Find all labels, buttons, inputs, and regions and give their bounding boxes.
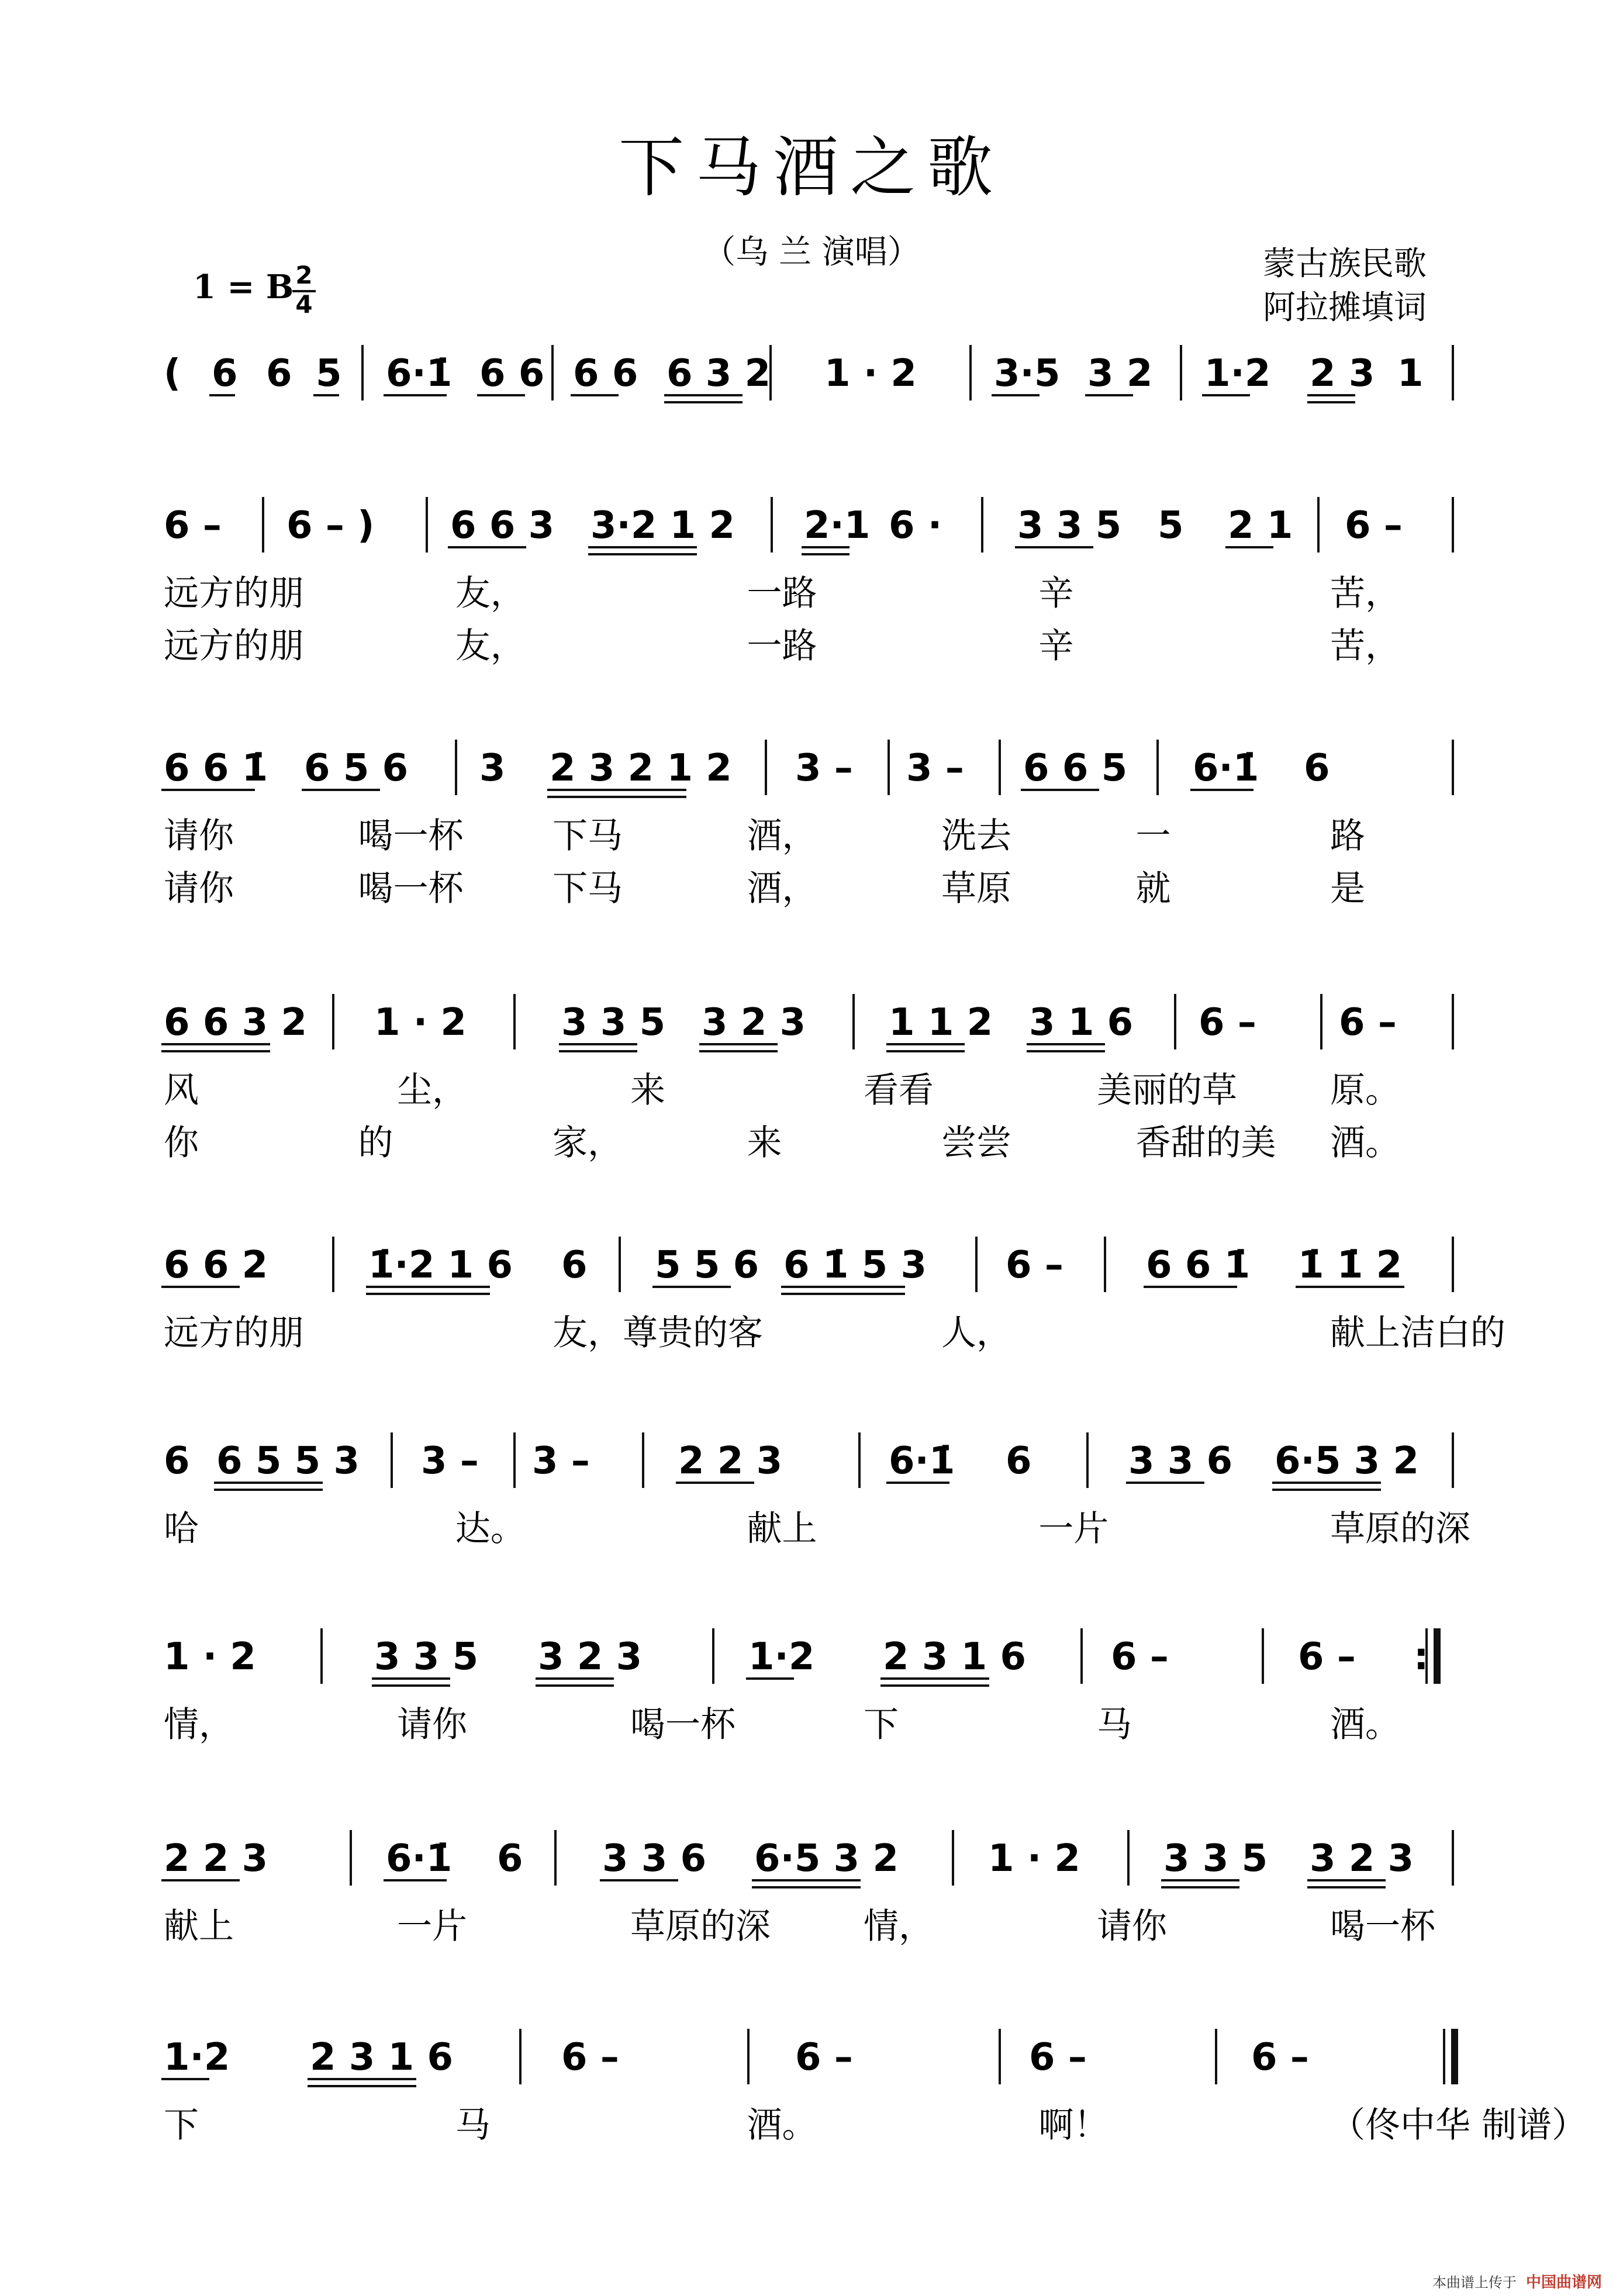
score-row: [161, 740, 1453, 909]
note-group: 3 –: [795, 747, 853, 790]
lyricist-credit: 阿拉摊填词: [1263, 289, 1427, 327]
lyric-syllable: 草原: [941, 868, 1011, 909]
lyric-syllable: 喝一杯: [358, 816, 464, 857]
note-group: 5: [1158, 504, 1184, 547]
lyric-syllable: 一路: [747, 573, 817, 614]
lyric-syllable: 来: [630, 1070, 665, 1111]
lyric-syllable: 尝尝: [941, 1123, 1011, 1163]
lyric-syllable: 酒。: [1330, 1123, 1400, 1163]
lyric-syllable: 苦，: [1330, 626, 1400, 667]
note-group: 6 5 6: [304, 747, 409, 790]
score-row: [164, 1432, 1470, 1549]
lyric-syllable: 辛: [1038, 573, 1074, 614]
note-group: 3 2: [1087, 352, 1153, 395]
note-group: 3 3 6: [1128, 1439, 1233, 1483]
lyric-syllable: 你: [164, 1123, 199, 1163]
score-row: [161, 1237, 1505, 1354]
note-group: 2 3 1 6: [883, 1635, 1026, 1679]
note-group: 6 6 5: [1023, 747, 1128, 790]
note-group: 6 –: [1111, 1635, 1169, 1679]
footer-note: 本曲谱上传于: [1432, 2274, 1517, 2291]
song-title: 下马酒之歌: [619, 130, 1004, 206]
note-group: 6·5 3 2: [1275, 1439, 1419, 1483]
note-group: 3 3 5: [374, 1635, 479, 1679]
note-group: 3: [479, 747, 506, 790]
note-group: 6 –: [1345, 504, 1403, 547]
note-group: 3 –: [906, 747, 964, 790]
lyric-syllable: 原。: [1330, 1070, 1400, 1111]
lyric-syllable: 就: [1135, 868, 1171, 909]
lyric-syllable: 哈: [164, 1508, 199, 1549]
note-group: 6 – ): [286, 504, 375, 547]
note-group: (: [164, 352, 181, 395]
lyric-syllable: 达。: [455, 1508, 526, 1549]
note-group: 6 6 1̇: [164, 747, 268, 790]
note-group: 6 –: [1251, 2036, 1309, 2079]
key-signature: 1 = B: [193, 268, 294, 306]
note-group: 6 –: [1199, 1001, 1256, 1044]
lyric-syllable: 远方的朋: [164, 1313, 304, 1354]
note-group: 3 –: [532, 1439, 590, 1483]
note-group: 3 –: [421, 1439, 479, 1483]
lyric-syllable: 酒，: [747, 868, 817, 909]
note-group: 6 5 5 3: [216, 1439, 360, 1483]
lyric-syllable: 香甜的美: [1135, 1123, 1276, 1163]
note-group: 1·2: [748, 1635, 815, 1679]
note-group: 1·2: [164, 2036, 230, 2079]
note-group: 6 6: [573, 352, 638, 395]
lyric-syllable: 友，: [455, 626, 526, 667]
lyric-syllable: 喝一杯: [630, 1704, 735, 1745]
lyric-syllable: 远方的朋: [164, 626, 304, 667]
lyric-syllable: 尘，: [397, 1070, 467, 1111]
note-group: 3 2 3: [538, 1635, 643, 1679]
score-row: [161, 1830, 1453, 1947]
lyric-syllable: 是: [1330, 868, 1365, 909]
note-group: 6: [164, 1439, 190, 1483]
score-rows: [161, 345, 1587, 2146]
note-group: 6: [1304, 747, 1330, 790]
note-group: 3 3 5: [1163, 1837, 1268, 1880]
note-group: 2 2 3: [678, 1439, 783, 1483]
note-group: 3·2 1 2: [591, 504, 735, 547]
lyric-syllable: 下: [164, 2105, 199, 2146]
lyric-syllable: 一片: [397, 1906, 467, 1947]
lyric-syllable: 人，: [941, 1313, 1011, 1354]
note-group: 6·1̇: [1193, 747, 1259, 790]
lyric-syllable: 请你: [164, 816, 234, 857]
note-group: 6 –: [1298, 1635, 1356, 1679]
note-group: 6 6 2: [164, 1244, 268, 1287]
lyric-syllable: 路: [1330, 816, 1365, 857]
note-group: 6 –: [1029, 2036, 1087, 2079]
note-group: 6: [266, 352, 292, 395]
note-group: 6·1̇: [889, 1439, 955, 1483]
lyric-syllable: 草原的深: [630, 1906, 771, 1947]
lyric-syllable: 苦，: [1330, 573, 1400, 614]
time-signature-bottom: 4: [295, 290, 313, 319]
note-group: 3 3 5: [561, 1001, 666, 1044]
lyric-syllable: 酒。: [1330, 1704, 1400, 1745]
lyric-syllable: 献上: [747, 1508, 817, 1549]
note-group: 1 · 2: [988, 1837, 1080, 1880]
score-row: [161, 994, 1453, 1163]
note-group: 6 –: [164, 504, 222, 547]
lyric-syllable: 草原的深: [1330, 1508, 1470, 1549]
lyric-syllable: 酒。: [747, 2105, 817, 2146]
note-group: 3 3 6: [602, 1837, 707, 1880]
note-group: 3 2 3: [702, 1001, 806, 1044]
note-group: 1 · 2: [164, 1635, 256, 1679]
note-group: 6 –: [1006, 1244, 1063, 1287]
note-group: 3 2 3: [1310, 1837, 1414, 1880]
lyric-syllable: 请你: [164, 868, 234, 909]
lyric-syllable: 下马: [552, 868, 623, 909]
lyric-syllable: 情，: [864, 1906, 934, 1947]
note-group: 6 6: [479, 352, 545, 395]
lyric-syllable: 下: [864, 1704, 899, 1745]
composer-credit: 蒙古族民歌: [1263, 245, 1427, 283]
note-group: 6 1̇ 5 3: [783, 1244, 927, 1287]
note-group: 6·5 3 2: [754, 1837, 899, 1880]
lyric-syllable: 献上洁白的: [1330, 1313, 1505, 1354]
lyric-syllable: （佟中华 制谱）: [1330, 2105, 1587, 2146]
note-group: 6 –: [795, 2036, 853, 2079]
note-group: 1̇ 1̇ 2: [1298, 1244, 1403, 1287]
lyric-syllable: 洗去: [941, 816, 1011, 857]
note-group: 6 6 3 2: [164, 1001, 307, 1044]
note-group: 2 2 3: [164, 1837, 268, 1880]
lyric-syllable: 情，: [164, 1704, 234, 1745]
note-group: 6: [212, 352, 238, 395]
note-group: 6: [561, 1244, 588, 1287]
note-group: 1·2: [1204, 352, 1271, 395]
note-group: 2 3 2 1 2: [550, 747, 732, 790]
lyric-syllable: 看看: [864, 1070, 934, 1111]
lyric-syllable: 喝一杯: [1330, 1906, 1435, 1947]
note-group: 1: [1397, 352, 1424, 395]
lyric-syllable: 请你: [397, 1704, 467, 1745]
lyric-syllable: 友，: [455, 573, 526, 614]
lyric-syllable: 酒，: [747, 816, 817, 857]
lyric-syllable: 喝一杯: [358, 868, 464, 909]
lyric-syllable: 风: [164, 1070, 199, 1111]
lyric-syllable: 远方的朋: [164, 573, 304, 614]
note-group: 6: [1006, 1439, 1032, 1483]
lyric-syllable: 一: [1135, 816, 1171, 857]
note-group: 2 1: [1228, 504, 1293, 547]
lyric-syllable: 来: [747, 1123, 782, 1163]
note-group: 1 1 2: [889, 1001, 993, 1044]
note-group: 5 5 6: [655, 1244, 759, 1287]
note-group: 6 6 1̇: [1146, 1244, 1251, 1287]
lyric-syllable: 辛: [1038, 626, 1074, 667]
lyric-syllable: 献上: [164, 1906, 234, 1947]
lyric-syllable: 马: [455, 2105, 491, 2146]
score-row: [164, 497, 1453, 667]
performer-credit: （乌 兰 演唱）: [703, 233, 920, 271]
note-group: 5: [316, 352, 342, 395]
note-group: 2·1: [804, 504, 871, 547]
note-group: 6 ·: [889, 504, 942, 547]
lyric-syllable: 马: [1097, 1704, 1132, 1745]
lyric-syllable: 友，尊贵的客: [552, 1313, 763, 1354]
lyric-syllable: 美丽的草: [1097, 1070, 1237, 1111]
repeat-sign: :: [1414, 1635, 1429, 1679]
note-group: 6·1̇: [386, 352, 453, 395]
note-group: 6 –: [1339, 1001, 1397, 1044]
note-group: 6 6 3: [450, 504, 555, 547]
note-group: 6 3 2: [667, 352, 771, 395]
score-row: [164, 345, 1453, 402]
note-group: 1 · 2: [374, 1001, 467, 1044]
lyric-syllable: 一片: [1038, 1508, 1109, 1549]
score-row: [164, 1628, 1437, 1745]
note-group: 6·1̇: [386, 1837, 453, 1880]
note-group: 1 · 2: [824, 352, 917, 395]
lyric-syllable: 啊！: [1038, 2105, 1109, 2146]
score-row: [161, 2029, 1587, 2146]
note-group: 6: [497, 1837, 523, 1880]
footer-brand: 中国曲谱网: [1526, 2274, 1603, 2291]
lyric-syllable: 家，: [552, 1123, 623, 1163]
note-group: 1̇·2 1 6: [368, 1244, 513, 1287]
lyric-syllable: 请你: [1097, 1906, 1167, 1947]
note-group: 6 –: [561, 2036, 619, 2079]
note-group: 2 3: [1310, 352, 1375, 395]
lyric-syllable: 的: [358, 1123, 393, 1163]
lyric-syllable: 下马: [552, 816, 623, 857]
lyric-syllable: 一路: [747, 626, 817, 667]
note-group: 3 3 5: [1017, 504, 1122, 547]
note-group: 3·5: [994, 352, 1061, 395]
note-group: 2 3 1 6: [310, 2036, 453, 2079]
note-group: 3 1 6: [1029, 1001, 1134, 1044]
time-signature-top: 2: [295, 261, 313, 289]
